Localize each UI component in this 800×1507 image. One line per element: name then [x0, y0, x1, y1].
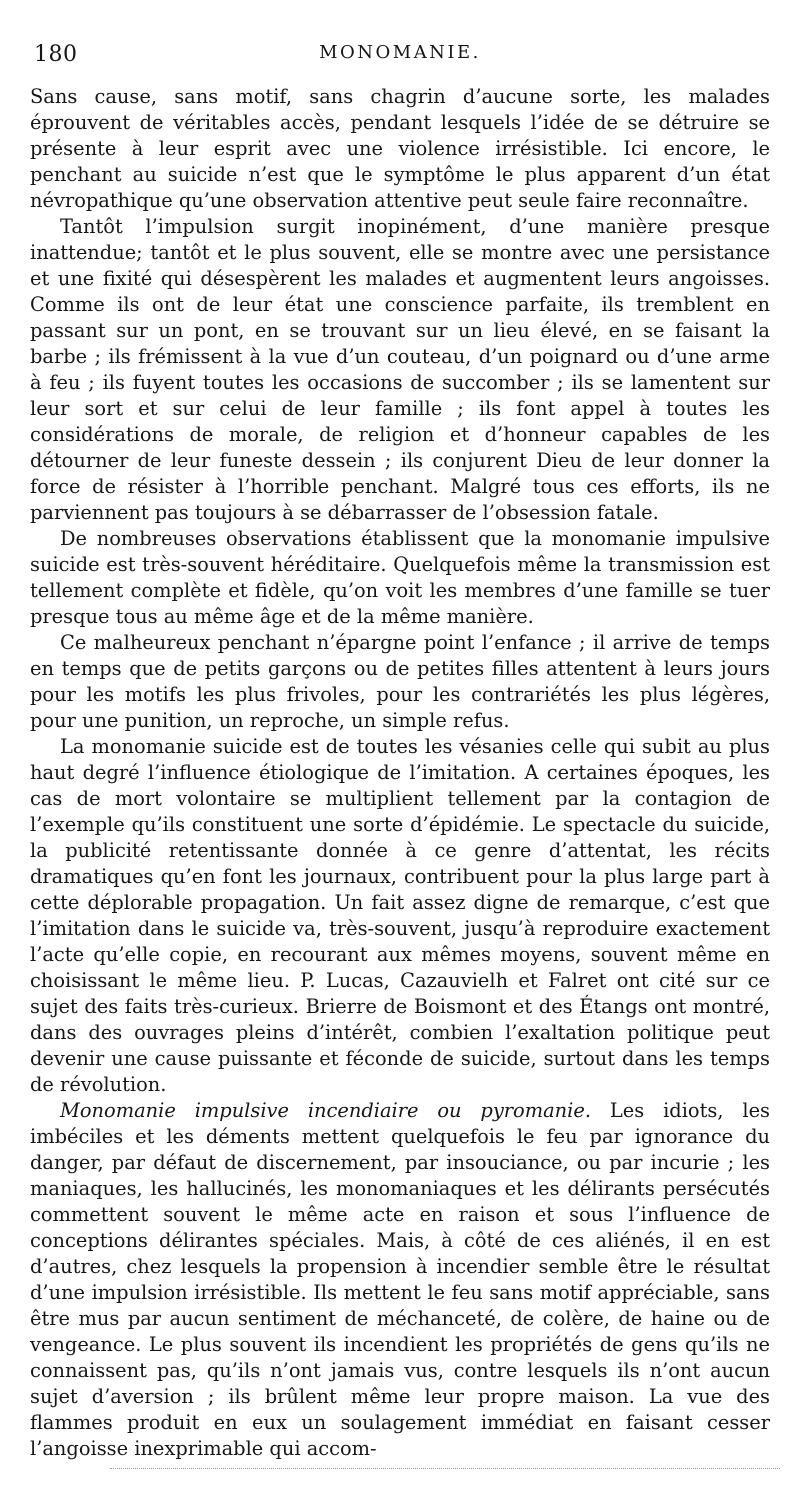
paragraph-imitation: La monomanie suicide est de toutes les vésanies celle qui subit au plus haut degré l’influence étiologique de l’imitation. A certaines époques, les cas de mort volontaire se multiplient tellement par la contagion de l’exemple qu’ils constituent une sorte d’épidémie. Le spectacle du suicide, la publicité retentissante donnée à ce genre d’attentat, les récits dramatiques qu’en font les journaux, contribuent pour la plus large part à cette déplorable propagation. Un fait assez digne de remarque, c’est que l’imitation dans le suicide va, très-souvent, jusqu’à reproduire exactement l’acte qu’elle copie, en recourant aux mêmes moyens, souvent même en choisissant le même lieu. P. Lucas, Cazauvielh et Falret ont cité sur ce sujet des faits très-curieux. Brierre de Boismont et des Étangs ont montré, dans des ouvrages pleins d’intérêt, combien l’exaltation politique peut devenir une cause puissante et féconde de suicide, surtout dans les temps de révolution. [30, 735, 770, 1096]
page-number: 180 [34, 42, 78, 67]
running-head [30, 40, 770, 84]
section-heading-pyromania: Monomanie impulsive incendiaire ou pyromanie. [60, 1099, 592, 1122]
paragraph-heredity: De nombreuses observations établissent que la monomanie impulsive suicide est très-souvent héréditaire. Quelquefois même la transmission est tellement complète et fidèle, qu’on voit les membres d’une famille se tuer presque tous au même âge et de la même manière. [30, 527, 770, 628]
footer-dotted-rule [110, 1468, 780, 1469]
paragraph-pyromania [30, 1098, 770, 1462]
body-text [30, 84, 770, 1462]
running-title: MONOMANIE. [319, 42, 481, 63]
paragraph-impulsion: Tantôt l’impulsion surgit inopinément, d’une manière presque inattendue; tantôt et le plus souvent, elle se montre avec une persistance et une fixité qui désespèrent les malades et augmentent leurs angoisses. Comme ils ont de leur état une conscience parfaite, ils tremblent en passant sur un pont, en se trouvant sur un lieu élevé, en se faisant la barbe ; ils frémissent à la vue d’un couteau, d’un poignard ou d’une arme à feu ; ils fuyent toutes les occasions de succomber ; ils se lamentent sur leur sort et sur celui de leur famille ; ils font appel à toutes les considérations de morale, de religion et d’honneur capables de les détourner de leur funeste dessein ; ils conjurent Dieu de leur donner la force de résister à l’horrible penchant. Malgré tous ces efforts, ils ne parviennent pas toujours à se débarrasser de l’obsession fatale. [30, 215, 770, 524]
book-page [30, 40, 770, 1462]
paragraph-continuation: Sans cause, sans motif, sans chagrin d’aucune sorte, les malades éprouvent de véritables accès, pendant lesquels l’idée de se détruire se présente à leur esprit avec une violence irrésistible. Ici encore, le penchant au suicide n’est que le symptôme le plus apparent d’un état névropathique qu’une observation attentive peut seule faire reconnaître. [30, 85, 770, 212]
paragraph-childhood: Ce malheureux penchant n’épargne point l’enfance ; il arrive de temps en temps que de petits garçons ou de petites filles attentent à leurs jours pour les motifs les plus frivoles, pour les contrariétés les plus légères, pour une punition, un reproche, un simple refus. [30, 631, 770, 732]
paragraph-pyromania-text: Les idiots, les imbéciles et les déments mettent quelquefois le feu par ignorance du danger, par défaut de discernement, par insouciance, ou par incurie ; les maniaques, les hallucinés, les monomaniaques et les délirants persécutés commettent souvent le même acte en raison et sous l’influence de conceptions délirantes spéciales. Mais, à côté de ces aliénés, il en est d’autres, chez lesquels la propension à incendier semble être le résultat d’une impulsion irrésistible. Ils mettent le feu sans motif appréciable, sans être mus par aucun sentiment de méchanceté, de colère, de haine ou de vengeance. Le plus souvent ils incendient les propriétés de gens qu’ils ne connaissent pas, qu’ils n’ont jamais vus, contre lesquels ils n’ont aucun sujet d’aversion ; ils brûlent même leur propre maison. La vue des flammes produit en eux un soulagement immédiat en faisant cesser l’angoisse inexprimable qui accom- [30, 1099, 771, 1460]
